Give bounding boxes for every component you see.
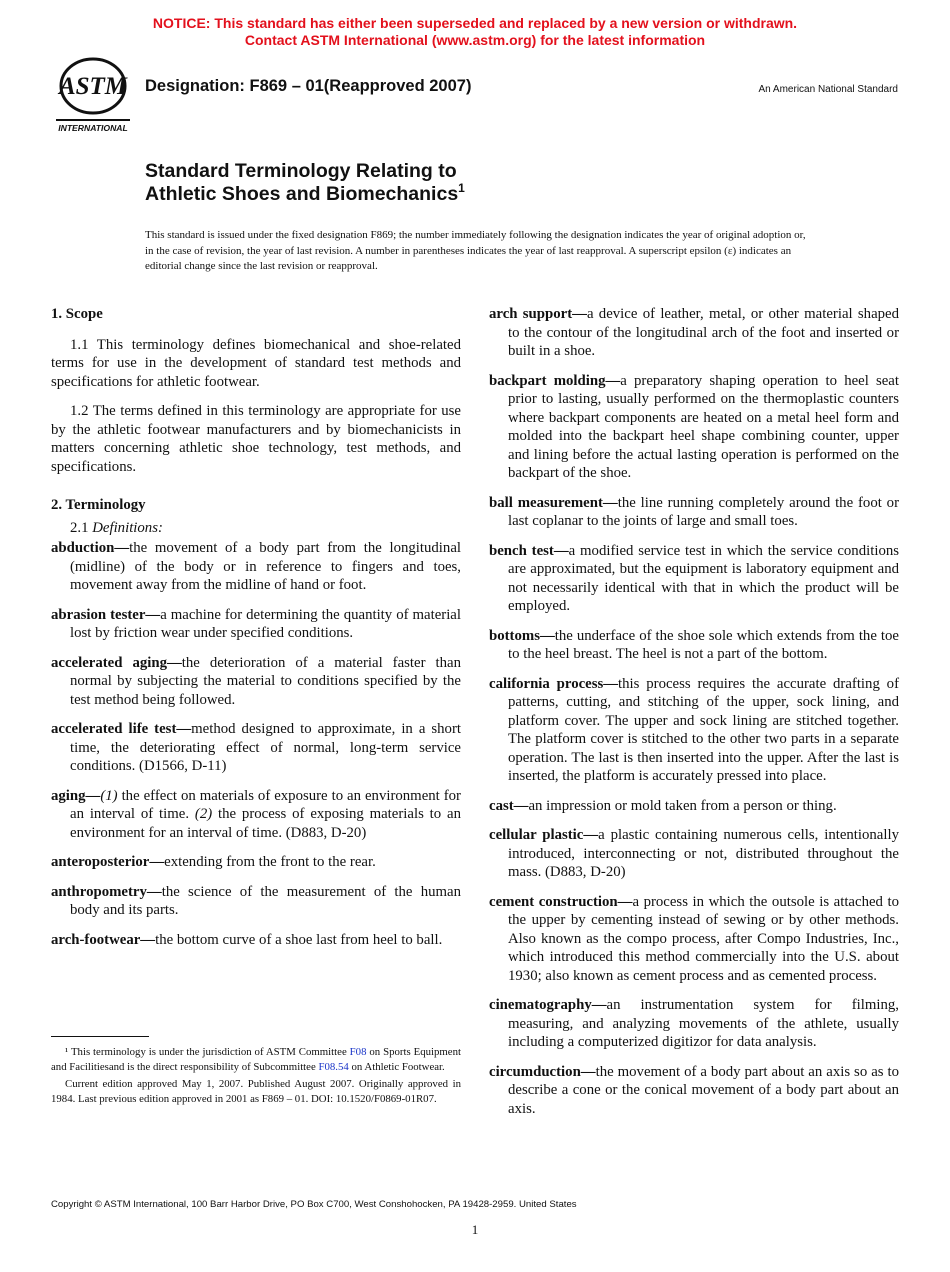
term-definition: the bottom curve of a shoe last from heel to ball. (155, 931, 443, 948)
term-word: cast— (489, 797, 529, 814)
term-definition: extending from the front to the rear. (164, 854, 376, 870)
scope-heading: 1. Scope (51, 306, 103, 322)
term-word: abrasion tester— (51, 606, 161, 623)
term-definition: a process in which the outsole is attached to the upper by cementing instead of sewing or by other methods. Also known as the compo process, after Compo Industries, Inc., which introduced this method commercially into the U.S. about 1930; also known as cement process and as cemented process. (508, 893, 899, 984)
footnote-para-2: Current edition approved May 1, 2007. Published August 2007. Originally approved in 1984. Last previous edition approved in 2001 as F869 – 01. DOI: 10.1520/F0869-01R07. (51, 1078, 461, 1105)
term-word: anthropometry— (51, 883, 162, 900)
term-definition: a preparatory shaping operation to heel seat prior to lasting, usually performed on the thermoplastic counters where backpart components are heated on a metal heel form and molded into the backpart heel shape combining counter, upper and lining before the actual lasting operation is performed on the backpart of the shoe. (508, 372, 899, 481)
page-title (145, 160, 465, 206)
definitions-label: Definitions: (92, 519, 163, 536)
notice-line-2: Contact ASTM International (www.astm.org) for the latest information (244, 32, 706, 48)
footnote-divider (51, 1036, 149, 1037)
title-line-1: Standard Terminology Relating to (145, 160, 457, 182)
term-word: cellular plastic— (489, 827, 599, 843)
term-definition-part: the effect on materials of exposure to an environment for an interval of time. (70, 787, 461, 822)
definitions-subheading (51, 519, 461, 538)
term-word: cement construction— (489, 893, 633, 910)
term-word: accelerated life test— (51, 721, 192, 737)
astm-logo-icon (52, 56, 134, 134)
page-number: 1 (471, 1222, 479, 1237)
committee-link[interactable]: F08 (349, 1046, 367, 1058)
term-definition: this process requires the accurate drafting of patterns, cutting, and stitching of the upper, sock lining, and platform cover. The upper and sock lining are stitched together. The platform cover is stitched to the other two parts in a separate operation. The last is then inserted into the upper. After the last is inserted, the platform is accurately pressed into place. (508, 675, 900, 784)
term-aging (51, 787, 461, 843)
scope-para-1: 1.1 This terminology defines biomechanical and shoe-related terms for use in the development of standard test methods and specifications for athletic footwear. (51, 336, 461, 390)
term-definition: a plastic containing numerous cells, intentionally introduced, interconnecting or not, distributed throughout the mass. (D883, D-20) (508, 827, 899, 880)
left-column (51, 305, 461, 960)
footnote-text: ¹ This terminology is under the jurisdiction of ASTM Committee (65, 1046, 350, 1058)
issuance-statement: This standard is issued under the fixed designation F869; the number immediately following the designation indicates the year of original adoption or, in the case of revision, the year of last revision. A number in parentheses indicates the year of last reapproval. A superscript epsilon (ε) indicates an editorial change since the last revision or reapproval. (145, 229, 806, 272)
definitions-number: 2.1 (70, 519, 93, 536)
term-definition: the movement of a body part about an axis so as to describe a cone or the conical movement of a body part about an axis. (508, 1063, 899, 1117)
term-accelerated-life-test (51, 720, 461, 776)
title-line-2-text: Athletic Shoes and Biomechanics (145, 183, 459, 205)
footnote-text: on Athletic Footwear. (348, 1060, 445, 1073)
national-standard-label: An American National Standard (758, 84, 898, 95)
term-definition: the movement of a body part from the longitudinal (midline) of the body or in reference to fingers and toes, movement away from the midline of hand or foot. (70, 540, 461, 593)
term-abduction (51, 539, 461, 595)
term-circumduction (489, 1063, 899, 1119)
term-word: circumduction— (489, 1063, 596, 1080)
term-word: cinematography— (489, 997, 607, 1013)
copyright-line: Copyright © ASTM International, 100 Barr Harbor Drive, PO Box C700, West Conshohocken, PA 19428-2959. United States (51, 1199, 577, 1210)
terminology-heading: 2. Terminology (51, 497, 146, 513)
subcommittee-link[interactable]: F08.54 (318, 1060, 349, 1073)
term-california-process (489, 675, 899, 786)
title-footnote-marker: 1 (458, 181, 465, 195)
term-definition: a modified service test in which the service conditions are approximated, but the equipment is laboratory equipment and not necessarily identical with that in which the product will be employed. (508, 542, 899, 614)
term-definition: an impression or mold taken from a person or thing. (528, 797, 837, 814)
term-cellular-plastic (489, 826, 899, 882)
term-definition: method designed to approximate, in a short time, the deteriorating effect of normal, long-term service conditions. (D1566, D-11) (70, 721, 461, 774)
term-anthropometry (51, 883, 461, 920)
term-word: bottoms— (489, 627, 555, 644)
term-word: backpart molding— (489, 372, 621, 389)
footnote-para-1 (51, 1045, 461, 1074)
footnote (51, 1045, 461, 1109)
term-definition: the science of the measurement of the human body and its parts. (70, 883, 461, 918)
term-backpart-molding (489, 372, 899, 483)
term-word: aging— (51, 787, 101, 804)
term-anteroposterior (51, 853, 461, 872)
term-word: ball measurement— (489, 494, 618, 511)
term-definition: a device of leather, metal, or other material shaped to the contour of the longitudinal arch of the foot and inserted or built in a shoe. (508, 306, 899, 359)
term-arch-footwear (51, 931, 461, 950)
term-bottoms (489, 627, 899, 664)
svg-text:ASTM: ASTM (58, 73, 128, 100)
term-definition: the deterioration of a material faster than normal by subjecting the material to conditions specified by the test method being followed. (70, 654, 461, 708)
term-word: arch-footwear— (51, 931, 156, 948)
term-arch-support (489, 305, 899, 361)
term-cinematography (489, 996, 899, 1052)
term-definition-part: (2) (194, 806, 213, 822)
term-definition: an instrumentation system for filming, measuring, and analyzing movements of the athlete, usually including a computerized digitizor for data analysis. (508, 997, 899, 1050)
term-cast (489, 797, 899, 816)
designation: Designation: F869 – 01(Reapproved 2007) (145, 77, 472, 95)
term-word: accelerated aging— (51, 654, 182, 671)
footnote-text: on Sports Equipment and Facilitiesand is the direct responsibility of Subcommittee (51, 1046, 461, 1073)
right-column (489, 305, 899, 1129)
term-ball-measurement (489, 494, 899, 531)
term-cement-construction (489, 893, 899, 986)
term-accelerated-aging (51, 654, 461, 710)
term-definition: the line running completely around the foot or last coplanar to the joints of large and small toes. (508, 494, 900, 529)
notice-line-1: NOTICE: This standard has either been superseded and replaced by a new version or withdrawn. (152, 15, 798, 31)
term-abrasion-tester (51, 606, 461, 643)
scope-para-2: 1.2 The terms defined in this terminology are appropriate for use by the athletic footwear manufacturers and by biomechanicists in matters concerning athletic shoe technology, test methods, and specifications. (51, 403, 461, 475)
logo-label: INTERNATIONAL (58, 123, 128, 133)
term-word: california process— (489, 675, 619, 692)
term-definition-part: the process of exposing materials to an environment for an interval of time. (D883, D-20) (70, 806, 462, 841)
supersede-notice (0, 15, 950, 49)
term-word: bench test— (489, 542, 569, 559)
term-definition: the underface of the shoe sole which extends from the toe to the heel breast. The heel is not a part of the bottom. (508, 627, 899, 662)
term-definition: a machine for determining the quantity of material lost by friction wear under specified conditions. (70, 606, 461, 641)
term-bench-test (489, 542, 899, 616)
term-definition-part: (1) (100, 787, 118, 804)
title-line-2 (145, 183, 465, 206)
term-word: arch support— (489, 306, 587, 322)
term-word: abduction— (51, 540, 130, 556)
term-word: anteroposterior— (51, 854, 165, 870)
